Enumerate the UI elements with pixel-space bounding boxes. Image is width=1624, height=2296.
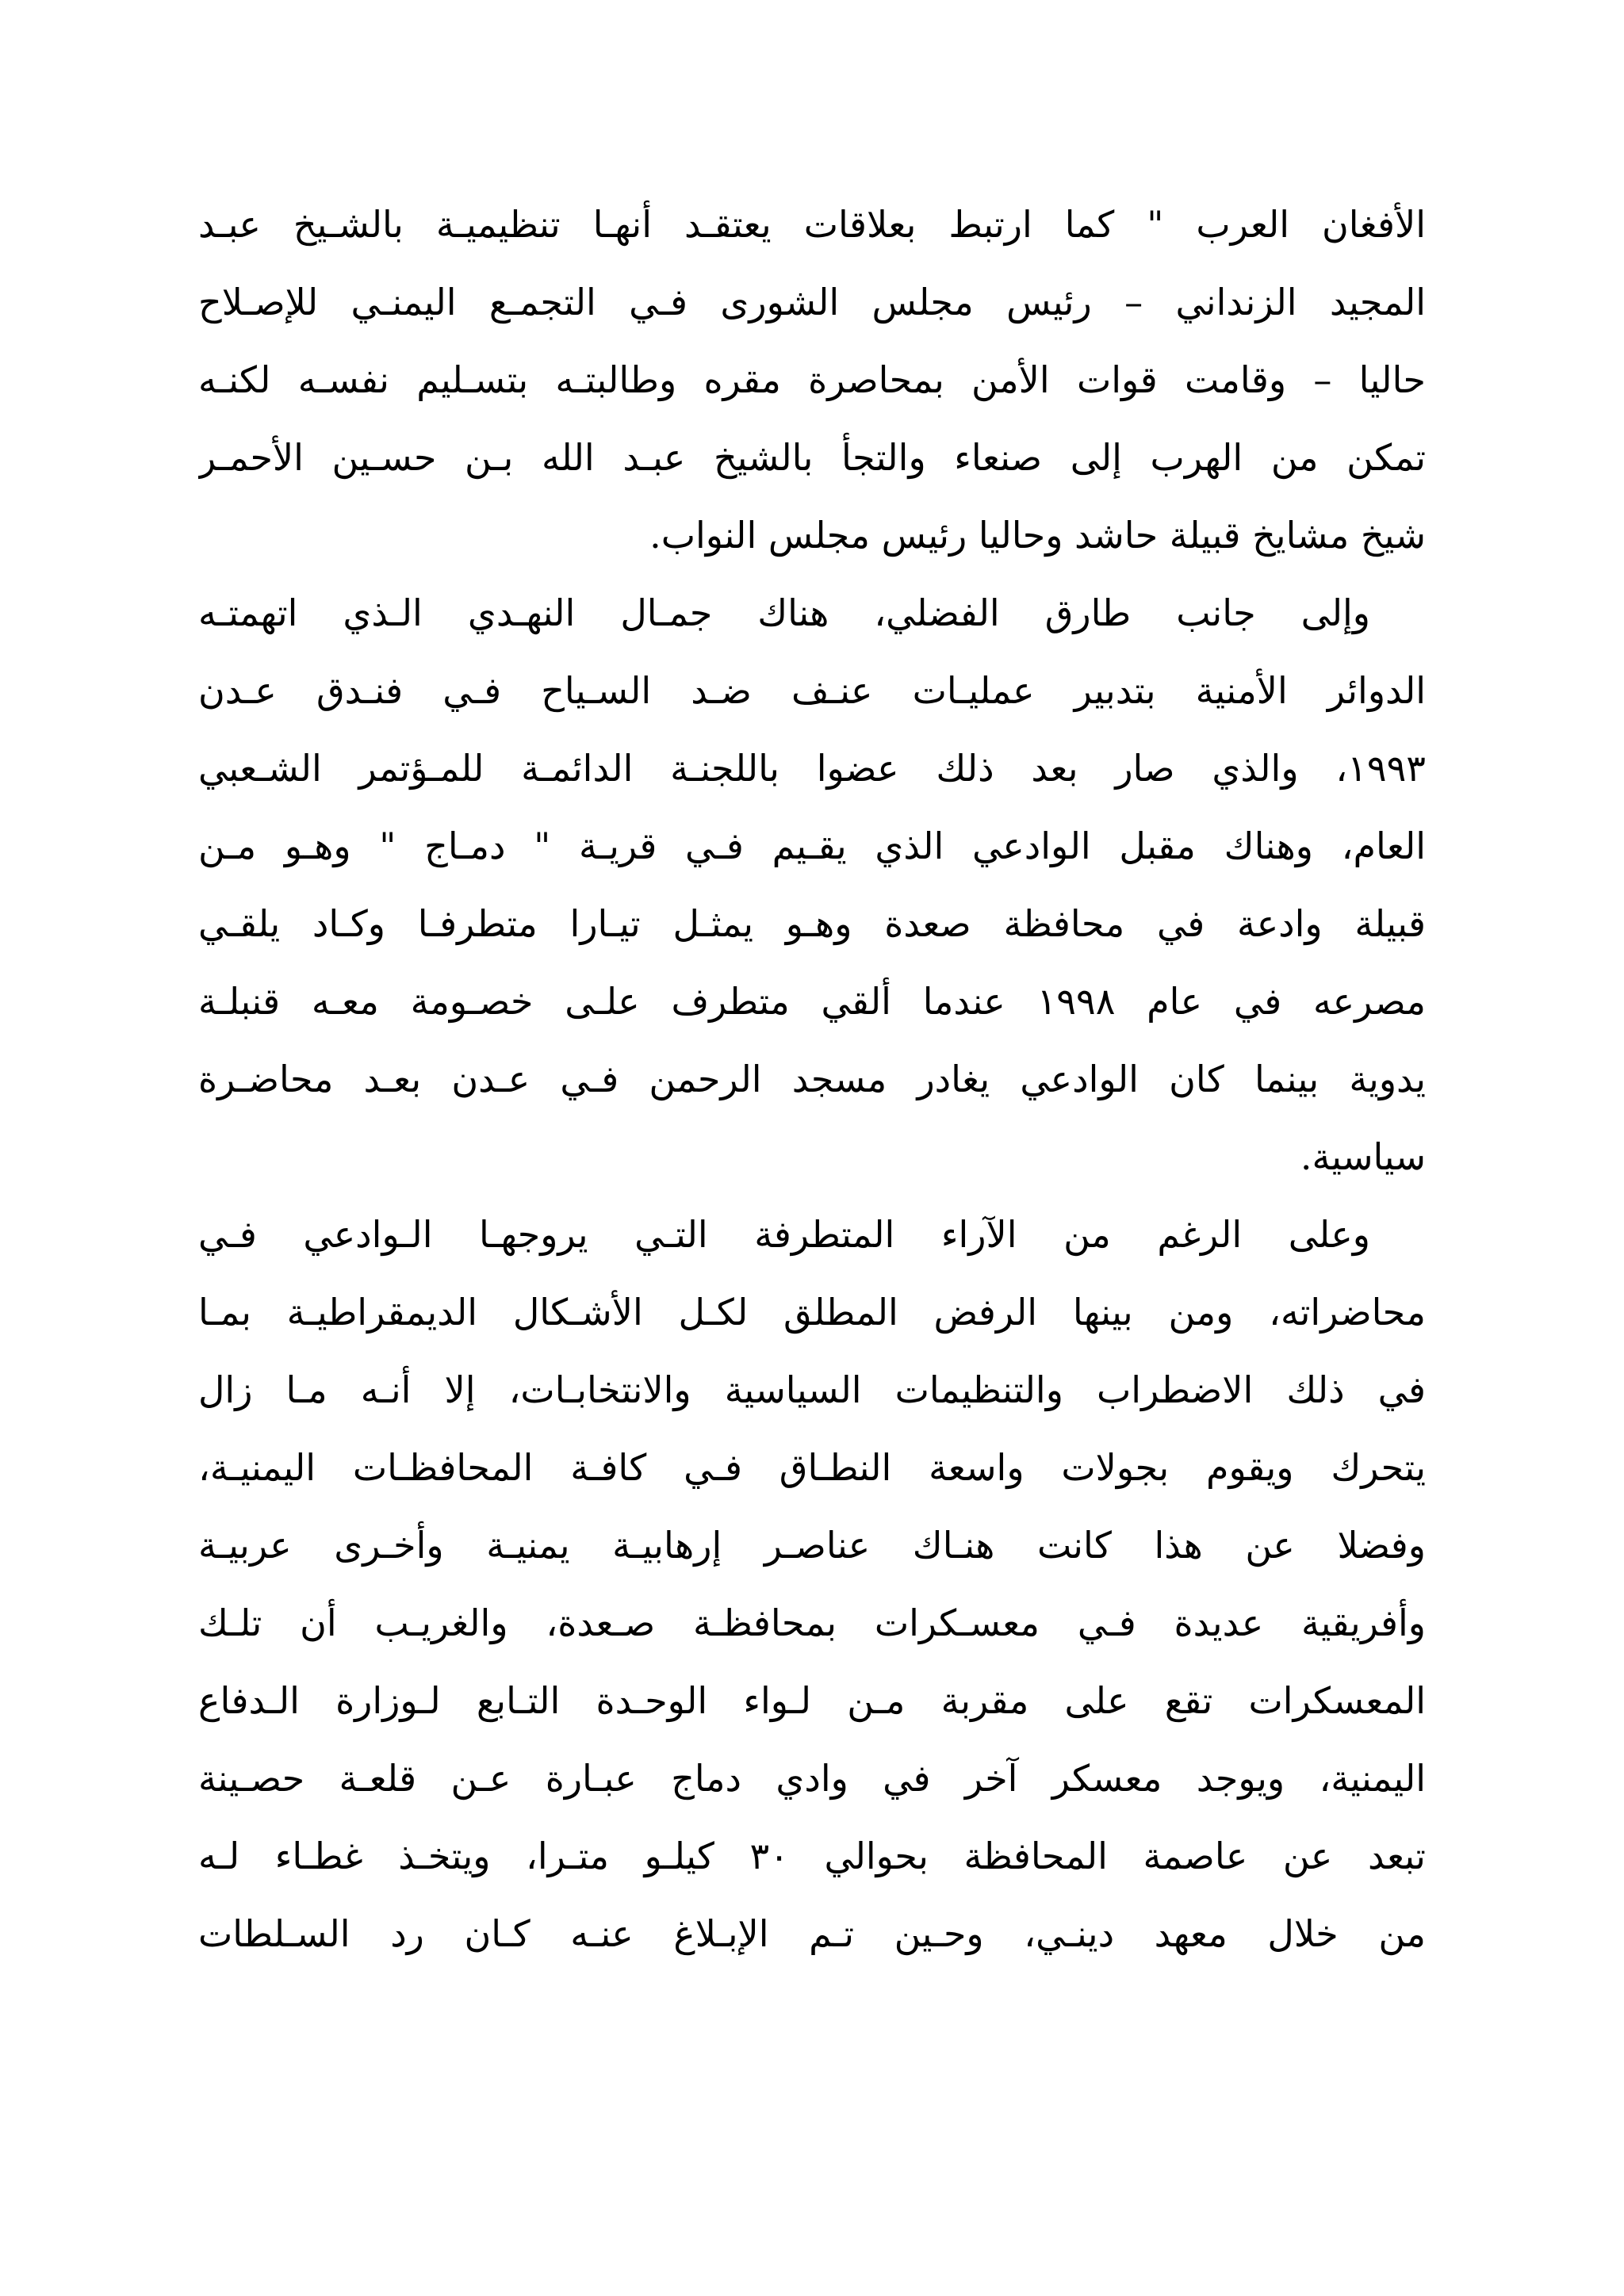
paragraph-line: الأفغان العرب " كما ارتبط بعلاقات يعتقـد أنهـا تنظيميـة بالشـيخ عبـد — [198, 203, 1426, 246]
paragraph-line: قبيلة وادعة في محافظة صعدة وهـو يمثـل تيـارا متطرفـا وكـاد يلقـي — [198, 902, 1426, 945]
paragraph-line: محاضراته، ومن بينها الرفض المطلق لكـل الأشـكال الديمقراطيـة بمـا — [198, 1291, 1426, 1334]
paragraph-line: من خلال معهد دينـي، وحـين تـم الإبـلاغ عنـه كـان رد السـلطات — [198, 1912, 1426, 1955]
paragraph-line: وفضلا عن هذا كانت هنـاك عناصـر إرهابيـة يمنيـة وأخـرى عربيـة — [198, 1524, 1426, 1567]
paragraph-line: وإلى جانب طارق الفضلي، هناك جمـال النهـدي الـذي اتهمتـه — [198, 591, 1370, 634]
paragraph-line: اليمنية، ويوجد معسكر آخر في وادي دماج عبـارة عـن قلعـة حصـينة — [198, 1757, 1426, 1800]
paragraph-line: تمكن من الهرب إلى صنعاء والتجأ بالشيخ عبـد الله بـن حسـين الأحمـر — [198, 436, 1426, 479]
paragraph-line: يدوية بينما كان الوادعي يغادر مسجد الرحمن فـي عـدن بعـد محاضـرة — [198, 1058, 1426, 1100]
paragraph-line: وأفريقية عديدة فـي معسـكرات بمحافظـة صـعدة، والغريـب أن تلـك — [198, 1601, 1426, 1644]
paragraph-line: سياسية. — [1300, 1135, 1426, 1178]
paragraph-line: المعسكرات تقع على مقربة مـن لـواء الوحـدة التـابع لـوزارة الـدفاع — [198, 1679, 1426, 1722]
paragraph-line: حاليا – وقامت قوات الأمن بمحاصرة مقره وطالبتـه بتسـليم نفسـه لكنـه — [198, 358, 1426, 401]
paragraph-line: الدوائر الأمنية بتدبير عمليـات عنـف ضـد السـياح فـي فنـدق عـدن — [198, 669, 1426, 712]
document-body — [198, 197, 1426, 1984]
paragraph-line: يتحرك ويقوم بجولات واسعة النطـاق فـي كافـة المحافظـات اليمنيـة، — [198, 1446, 1426, 1489]
paragraph-line: ١٩٩٣، والذي صار بعد ذلك عضوا باللجنـة الدائمـة للمـؤتمر الشـعبي — [198, 747, 1426, 790]
paragraph-line: مصرعه في عام ١٩٩٨ عندما ألقي متطرف علـى خصـومة معـه قنبلـة — [198, 980, 1426, 1023]
paragraph-line: المجيد الزنداني – رئيس مجلس الشورى فـي التجمـع اليمنـي للإصـلاح — [198, 281, 1426, 323]
paragraph-line: شيخ مشايخ قبيلة حاشد وحاليا رئيس مجلس النواب. — [649, 514, 1426, 557]
paragraph-line: في ذلك الاضطراب والتنظيمات السياسية والانتخابـات، إلا أنـه مـا زال — [198, 1368, 1426, 1411]
paragraph-line: وعلى الرغم من الآراء المتطرفة التـي يروجهـا الـوادعي فـي — [198, 1213, 1370, 1256]
paragraph-line: تبعد عن عاصمة المحافظة بحوالي ٣٠ كيلـو متـرا، ويتخـذ غطـاء لـه — [198, 1835, 1426, 1877]
paragraph-line: العام، وهناك مقبل الوادعي الذي يقـيم فـي قريـة " دمـاج " وهـو مـن — [198, 825, 1426, 867]
